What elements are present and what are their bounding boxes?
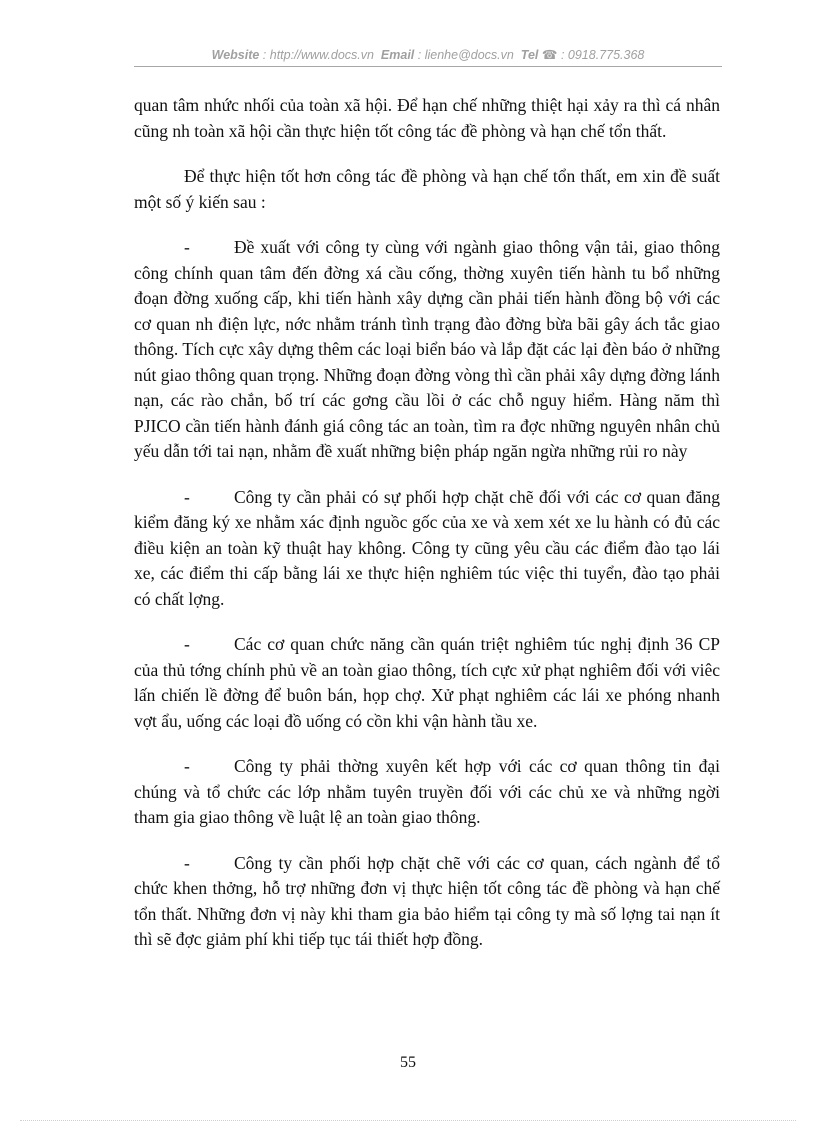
website-separator: : [259, 48, 270, 62]
bullet-marker: - [184, 852, 190, 873]
email-label: Email [380, 48, 415, 62]
bullet-marker: - [184, 486, 190, 507]
bullet-text: Đề xuất với công ty cùng với ngành giao thông vận tải, giao thông công chính quan tâm đến đờng xá cầu cống, thờng xuyên tiến hành tu bổ những đoạn đờng xuống cấp, khi tiến hành xây dựng cần phải tiến hành đồng bộ với các cơ quan nh điện lực, nớc nhằm tránh tình trạng đào đờng bừa bãi gây ách tắc giao thông. Tích cực xây dựng thêm các loại biển báo và lắp đặt các lại đèn báo ở những nút giao thông quan trọng. Những đoạn đờng vòng thì cần phải xây dựng đờng lánh nạn, các rào chắn, bố trí các gơng cầu lồi ở các chỗ nguy hiểm. Hàng năm thì PJICO cần tiến hành đánh giá công tác an toàn, tìm ra đợc những nguyên nhân chủ yếu dẫn tới tai nạn, nhằm đề xuất những biện pháp ngăn ngừa những rủi ro này [134, 237, 720, 461]
bullet-item [134, 851, 720, 953]
header-divider [134, 66, 722, 67]
website-link[interactable]: http://www.docs.vn [269, 48, 374, 62]
bullet-text: Công ty cần phải có sự phối hợp chặt chẽ đối với các cơ quan đăng kiểm đăng ký xe nhằm xác định nguồc gốc của xe và xem xét xe lu hành có đủ các điều kiện an toàn kỹ thuật hay không. Công ty cũng yêu cầu các điểm đào tạo lái xe, các điểm thi cấp bằng lái xe thực hiện nghiêm túc việc thi tuyển, đào tạo phải có chất lợng. [134, 486, 720, 609]
tel-separator: : [557, 48, 568, 62]
bullet-text: Công ty cần phối hợp chặt chẽ với các cơ quan, cách ngành để tổ chức khen thởng, hỗ trợ những đơn vị thực hiện tốt công tác đề phòng và hạn chế tổn thất. Những đơn vị này khi tham gia bảo hiểm tại công ty mà số lợng tai nạn ít thì sẽ đợc giảm phí khi tiếp tục tái thiết hợp đồng. [134, 852, 720, 949]
bullet-item [134, 235, 720, 465]
website-label: Website [211, 48, 260, 62]
bullet-item [134, 632, 720, 734]
page-header [136, 47, 720, 62]
bullet-text: Các cơ quan chức năng cần quán triệt nghiêm túc nghị định 36 CP của thủ tớng chính phủ về an toàn giao thông, tích cực xử phạt nghiêm đối với viêc lấn chiến lề đờng để buôn bán, họp chợ. Xử phạt nghiêm các lái xe phóng nhanh vợt ẩu, uống các loại đồ uống có cồn khi vận hành tầu xe. [134, 634, 720, 731]
bullet-item [134, 754, 720, 831]
bullet-marker: - [184, 237, 190, 257]
page-bottom-border [20, 1120, 796, 1121]
paragraph-intro: Để thực hiện tốt hơn công tác đề phòng và hạn chế tổn thất, em xin đề suất một số ý kiến sau : [134, 166, 720, 212]
bullet-text: Công ty phải thờng xuyên kết hợp với các cơ quan thông tin đại chúng và tổ chức các lớp nhằm tuyên truyền đối với các chủ xe và những ngời tham gia giao thông về luật lệ an toàn giao thông. [134, 756, 720, 827]
paragraph-continuation: quan tâm nhức nhối của toàn xã hội. Để hạn chế những thiệt hại xảy ra thì cá nhân cũng nh toàn xã hội cần thực hiện tốt công tác đề phòng và hạn chế tổn thất. [134, 95, 720, 141]
page-body [134, 93, 720, 973]
email-link[interactable]: lienhe@docs.vn [424, 48, 514, 62]
tel-value: 0918.775.368 [567, 48, 645, 62]
bullet-item [134, 485, 720, 613]
phone-icon: ☎ [541, 48, 558, 62]
page-number: 55 [400, 1054, 416, 1071]
bullet-marker: - [184, 756, 190, 776]
email-separator: : [414, 48, 425, 62]
bullet-marker: - [184, 634, 190, 654]
tel-label: Tel [520, 48, 539, 62]
